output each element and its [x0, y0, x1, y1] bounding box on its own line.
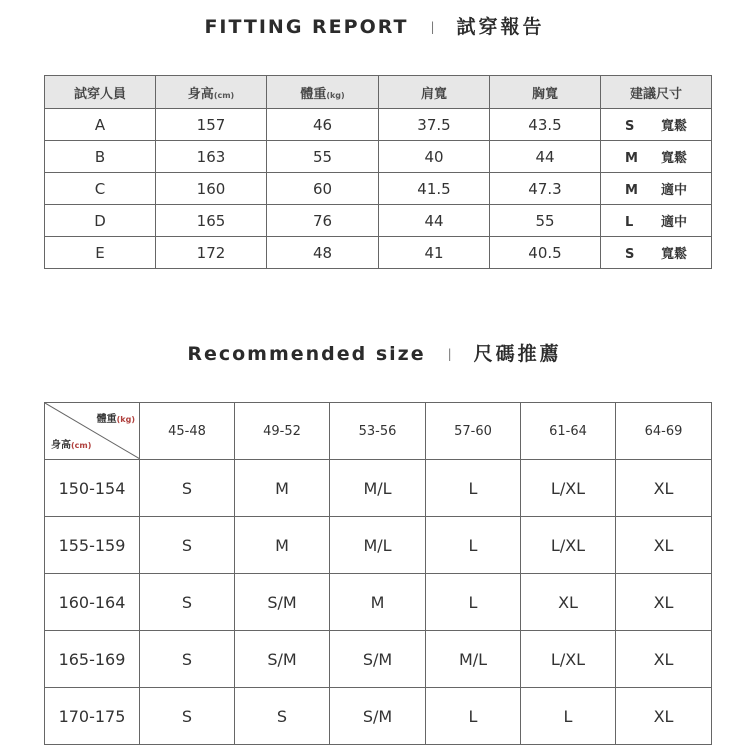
cell-weight: 55	[267, 141, 379, 173]
heading-separator: |	[430, 20, 435, 34]
cell-height: 165	[156, 205, 267, 237]
cell-shoulder: 41.5	[379, 173, 490, 205]
suggested-fit: 寬鬆	[660, 247, 687, 262]
cell-person: B	[45, 141, 156, 173]
cell-chest: 55	[490, 205, 601, 237]
cell-shoulder: 40	[379, 141, 490, 173]
header-person: 試穿人員	[45, 76, 156, 109]
weight-range-header: 61-64	[521, 403, 616, 460]
cell-weight: 60	[267, 173, 379, 205]
size-cell: XL	[616, 460, 712, 517]
height-range-cell: 170-175	[45, 688, 140, 745]
size-cell: XL	[616, 631, 712, 688]
cell-person: C	[45, 173, 156, 205]
size-cell: L	[426, 688, 521, 745]
header-weight	[267, 76, 379, 109]
cell-shoulder: 41	[379, 237, 490, 269]
header-weight-unit: (kg)	[326, 90, 345, 100]
corner-height-label	[51, 436, 91, 451]
recommended-size-table	[44, 402, 712, 745]
weight-range-header: 45-48	[140, 403, 235, 460]
header-shoulder: 肩寬	[379, 76, 490, 109]
suggested-fit: 適中	[660, 183, 687, 198]
size-cell: L/XL	[521, 517, 616, 574]
size-cell: L/XL	[521, 631, 616, 688]
size-cell: S/M	[330, 688, 426, 745]
size-cell: M	[330, 574, 426, 631]
fitting-row	[45, 141, 712, 173]
corner-weight-label	[97, 410, 135, 425]
fitting-header-row	[45, 76, 712, 109]
recommend-title-zh: 尺碼推薦	[473, 343, 562, 365]
recommend-header-row	[45, 403, 712, 460]
cell-suggested-size	[601, 237, 712, 269]
fitting-row	[45, 205, 712, 237]
heading-separator: |	[447, 347, 452, 361]
corner-height-text: 身高	[51, 440, 71, 451]
size-cell: S	[140, 574, 235, 631]
cell-suggested-size	[601, 205, 712, 237]
size-cell: M	[235, 460, 330, 517]
cell-chest: 44	[490, 141, 601, 173]
fitting-report-table	[44, 75, 712, 269]
suggested-fit: 適中	[660, 215, 687, 230]
size-cell: L	[426, 574, 521, 631]
corner-cell	[45, 403, 140, 460]
size-cell: S/M	[330, 631, 426, 688]
cell-height: 163	[156, 141, 267, 173]
recommend-row	[45, 688, 712, 745]
fitting-title-en: FITTING REPORT	[204, 16, 409, 38]
fitting-title-zh: 試穿報告	[456, 16, 545, 38]
header-weight-label: 體重	[300, 86, 327, 102]
cell-shoulder: 37.5	[379, 109, 490, 141]
cell-shoulder: 44	[379, 205, 490, 237]
recommend-row	[45, 574, 712, 631]
cell-suggested-size	[601, 141, 712, 173]
suggested-fit: 寬鬆	[660, 151, 687, 166]
size-cell: S	[140, 460, 235, 517]
size-cell: S/M	[235, 631, 330, 688]
cell-weight: 46	[267, 109, 379, 141]
header-chest: 胸寬	[490, 76, 601, 109]
recommend-row	[45, 631, 712, 688]
size-cell: L	[426, 460, 521, 517]
corner-height-unit: (cm)	[71, 441, 92, 450]
size-cell: M/L	[330, 460, 426, 517]
weight-range-header: 57-60	[426, 403, 521, 460]
suggested-size-letter: M	[624, 183, 638, 198]
cell-height: 172	[156, 237, 267, 269]
cell-person: D	[45, 205, 156, 237]
size-cell: XL	[616, 688, 712, 745]
weight-range-header: 49-52	[235, 403, 330, 460]
size-cell: S	[235, 688, 330, 745]
cell-person: E	[45, 237, 156, 269]
suggested-fit: 寬鬆	[660, 119, 687, 134]
height-range-cell: 160-164	[45, 574, 140, 631]
recommend-row	[45, 460, 712, 517]
recommended-size-heading	[0, 339, 749, 366]
cell-height: 157	[156, 109, 267, 141]
suggested-size-letter: M	[624, 151, 638, 166]
size-cell: XL	[616, 574, 712, 631]
weight-range-header: 53-56	[330, 403, 426, 460]
size-cell: L	[426, 517, 521, 574]
height-range-cell: 150-154	[45, 460, 140, 517]
suggested-size-letter: L	[624, 215, 634, 230]
cell-suggested-size	[601, 173, 712, 205]
fitting-row	[45, 237, 712, 269]
cell-chest: 47.3	[490, 173, 601, 205]
height-range-cell: 165-169	[45, 631, 140, 688]
cell-chest: 43.5	[490, 109, 601, 141]
size-cell: M/L	[426, 631, 521, 688]
size-cell: S	[140, 688, 235, 745]
cell-weight: 76	[267, 205, 379, 237]
cell-suggested-size	[601, 109, 712, 141]
suggested-size-letter: S	[624, 247, 635, 262]
cell-height: 160	[156, 173, 267, 205]
size-cell: S	[140, 517, 235, 574]
size-cell: L/XL	[521, 460, 616, 517]
weight-range-header: 64-69	[616, 403, 712, 460]
corner-weight-unit: (kg)	[116, 415, 135, 424]
height-range-cell: 155-159	[45, 517, 140, 574]
header-height	[156, 76, 267, 109]
fitting-report-heading	[0, 12, 749, 39]
fitting-row	[45, 173, 712, 205]
size-cell: XL	[521, 574, 616, 631]
recommend-title-en: Recommended size	[187, 343, 426, 365]
header-suggest: 建議尺寸	[601, 76, 712, 109]
size-cell: S/M	[235, 574, 330, 631]
cell-weight: 48	[267, 237, 379, 269]
header-height-label: 身高	[187, 86, 214, 102]
header-height-unit: (cm)	[213, 90, 235, 100]
size-cell: XL	[616, 517, 712, 574]
size-cell: M	[235, 517, 330, 574]
fitting-row	[45, 109, 712, 141]
recommend-row	[45, 517, 712, 574]
size-cell: M/L	[330, 517, 426, 574]
size-cell: S	[140, 631, 235, 688]
corner-weight-text: 體重	[96, 414, 117, 425]
cell-chest: 40.5	[490, 237, 601, 269]
size-cell: L	[521, 688, 616, 745]
cell-person: A	[45, 109, 156, 141]
suggested-size-letter: S	[624, 119, 635, 134]
